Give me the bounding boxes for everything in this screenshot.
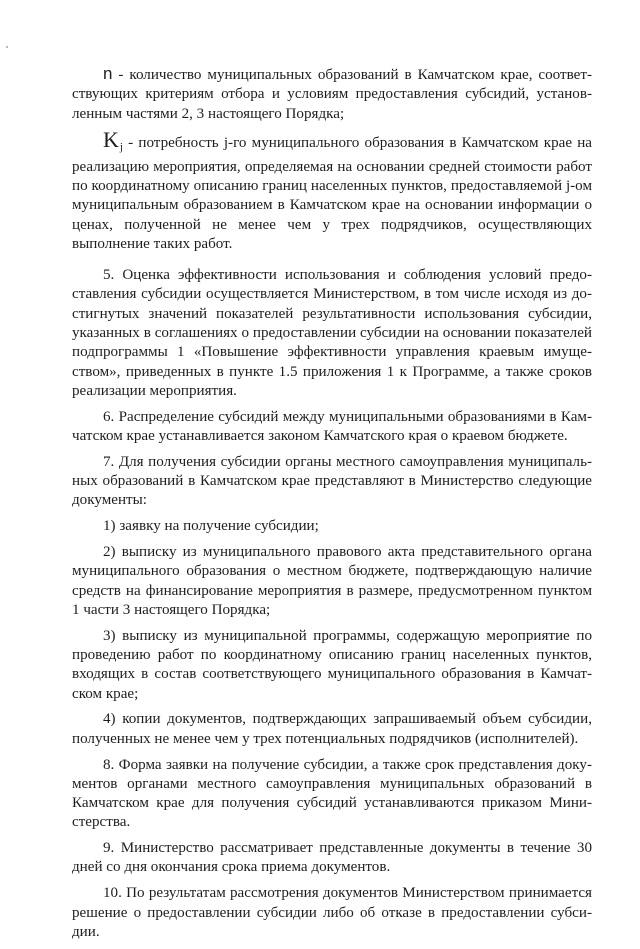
paragraph-6: 6. Распределение субсидий между муниципальными образованиями в Камчатском крае устанавливается законом Камчатского края о краевом бюджете. — [72, 408, 592, 445]
paragraph-k-definition — [72, 127, 592, 254]
paragraph-n-definition — [72, 64, 592, 124]
scan-speck — [6, 46, 8, 48]
paragraph-5: 5. Оценка эффективности использования и соблюдения условий предоставления субсидии осуществляется Министерством, в том числе исходя из достигнутых значений показателей результативности использования субсидии, указанных в соглашениях о предоставлении субсидии на основании показателей подпрограммы 1 «Повышение эффективности управления краевым имуществом», приведенных в пункте 1.5 приложения 1 к Программе, а также сроков реализации мероприятия. — [72, 267, 592, 399]
paragraph-9: 9. Министерство рассматривает представленные документы в течение 30 дней со дня окончания срока приема документов. — [72, 840, 592, 876]
symbol-n: n — [103, 64, 113, 83]
paragraph-7-item-2: 2) выписку из муниципального правового акта представительного органа муниципального образования о местном бюджете, подтверждающую наличие средств на финансирование мероприятия в размере, предусмотренном пунктом 1 части 3 настоящего Порядка; — [72, 544, 592, 618]
paragraph-7-item-1: 1) заявку на получение субсидии; — [103, 518, 319, 535]
paragraph-7-item-3: 3) выписку из муниципальной программы, содержащую мероприятие по проведению работ по координатному описанию границ населенных пунктов, входящих в состав соответствующего муниципального образования в Камчатском крае; — [72, 627, 592, 702]
paragraph-n-text: - количество муниципальных образований в Камчатском крае, соответствующих критериям отбора и условиям предоставления субсидий, установленным частями 2, 3 настоящего Порядка; — [72, 67, 592, 122]
symbol-k-subscript: j — [119, 141, 123, 154]
paragraph-7-item-4: 4) копии документов, подтверждающих запрашиваемый объем субсидии, полученных не менее чем у трех потенциальных подрядчиков (исполнителей). — [72, 711, 592, 747]
paragraph-k-text: - потребность j-го муниципального образования в Камчатском крае на реализацию мероприятия, определяемая на основании средней стоимости работ по координатному описанию границ населенных пунктов, предоставляемой j-ом муниципальным образованием в Камчатском крае на основании информации о ценах, полученной не менее чем у трех подрядчиков, осуществляющих выполнение таких работ. — [72, 135, 592, 252]
paragraph-7: 7. Для получения субсидии органы местного самоуправления муниципальных образований в Камчатском крае представляют в Министерство следующие документы: — [72, 453, 592, 509]
symbol-k: K — [103, 127, 119, 153]
document-body — [72, 64, 592, 949]
paragraph-8: 8. Форма заявки на получение субсидии, а также срок представления документов органами местного самоуправления муниципальных образований в Камчатском крае для получения субсидий устанавливаются приказом Министерства. — [72, 756, 592, 831]
paragraph-10: 10. По результатам рассмотрения документов Министерством принимается решение о предоставлении субсидии либо об отказе в предоставлении субсидии. — [72, 885, 592, 940]
